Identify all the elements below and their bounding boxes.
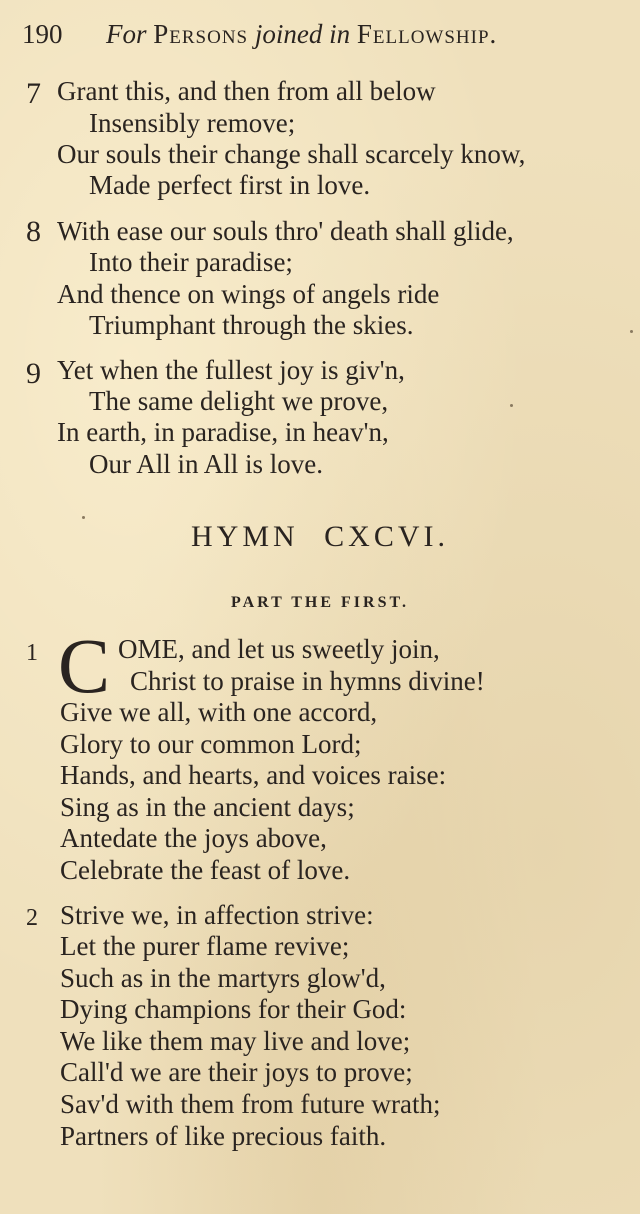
header-joined-in: joined in [254, 19, 351, 49]
verse-line: We like them may live and love; [60, 1026, 411, 1056]
verse-line: The same delight we prove, [89, 386, 389, 416]
verse-line: Call'd we are their joys to prove; [60, 1057, 413, 1087]
verse-line: Our All in All is love. [89, 449, 324, 479]
paper-speck [510, 404, 513, 407]
verse-line: Made perfect first in love. [89, 170, 371, 200]
verse-line: And thence on wings of angels ride [57, 279, 440, 309]
verse-line: Grant this, and then from all below [57, 76, 436, 106]
verse-line: Triumphant through the skies. [89, 310, 414, 340]
verse-line: With ease our souls thro' death shall glide, [57, 216, 514, 246]
verse-line: Let the purer flame revive; [60, 931, 350, 961]
verse-line: Glory to our common Lord; [60, 729, 362, 759]
verse-line: Sing as in the ancient days; [60, 792, 355, 822]
stanza-number: 7 [26, 77, 41, 110]
paper-speck [82, 516, 85, 519]
verse-line: Give we all, with one accord, [60, 697, 378, 727]
verse-line: Such as in the martyrs glow'd, [60, 963, 386, 993]
verse-line: In earth, in paradise, in heav'n, [57, 417, 389, 447]
verse-line: Yet when the fullest joy is giv'n, [57, 355, 405, 385]
verse-line: Our souls their change shall scarcely know, [57, 139, 526, 169]
verse-line: Strive we, in affection strive: [60, 900, 374, 930]
header-fellowship: Fellowship. [356, 19, 498, 49]
verse-line: Antedate the joys above, [60, 823, 327, 853]
verse-line: Christ to praise in hymns divine! [130, 666, 485, 696]
stanza-number: 2 [26, 905, 38, 931]
running-header [22, 16, 582, 52]
verse-line: Celebrate the feast of love. [60, 855, 351, 885]
hymn-title: HYMN CXCVI. [190, 520, 449, 553]
stanza-number: 8 [26, 215, 41, 248]
header-persons: Persons [153, 19, 249, 49]
verse-line: Dying champions for their God: [60, 994, 407, 1024]
verse-line: Partners of like precious faith. [60, 1121, 387, 1151]
verse-line: Sav'd with them from future wrath; [60, 1089, 441, 1119]
part-heading: PART THE FIRST. [231, 594, 409, 611]
stanza-number: 1 [26, 640, 38, 666]
verse-line: Hands, and hearts, and voices raise: [60, 760, 447, 790]
verse-line: OME, and let us sweetly join, [118, 634, 440, 664]
stanza-number: 9 [26, 357, 41, 390]
drop-cap: C [58, 622, 111, 709]
header-for: For [106, 19, 147, 49]
paper-speck [630, 330, 633, 333]
verse-line: Insensibly remove; [89, 108, 296, 138]
verse-line: Into their paradise; [89, 247, 293, 277]
page-number: 190 [22, 19, 63, 49]
